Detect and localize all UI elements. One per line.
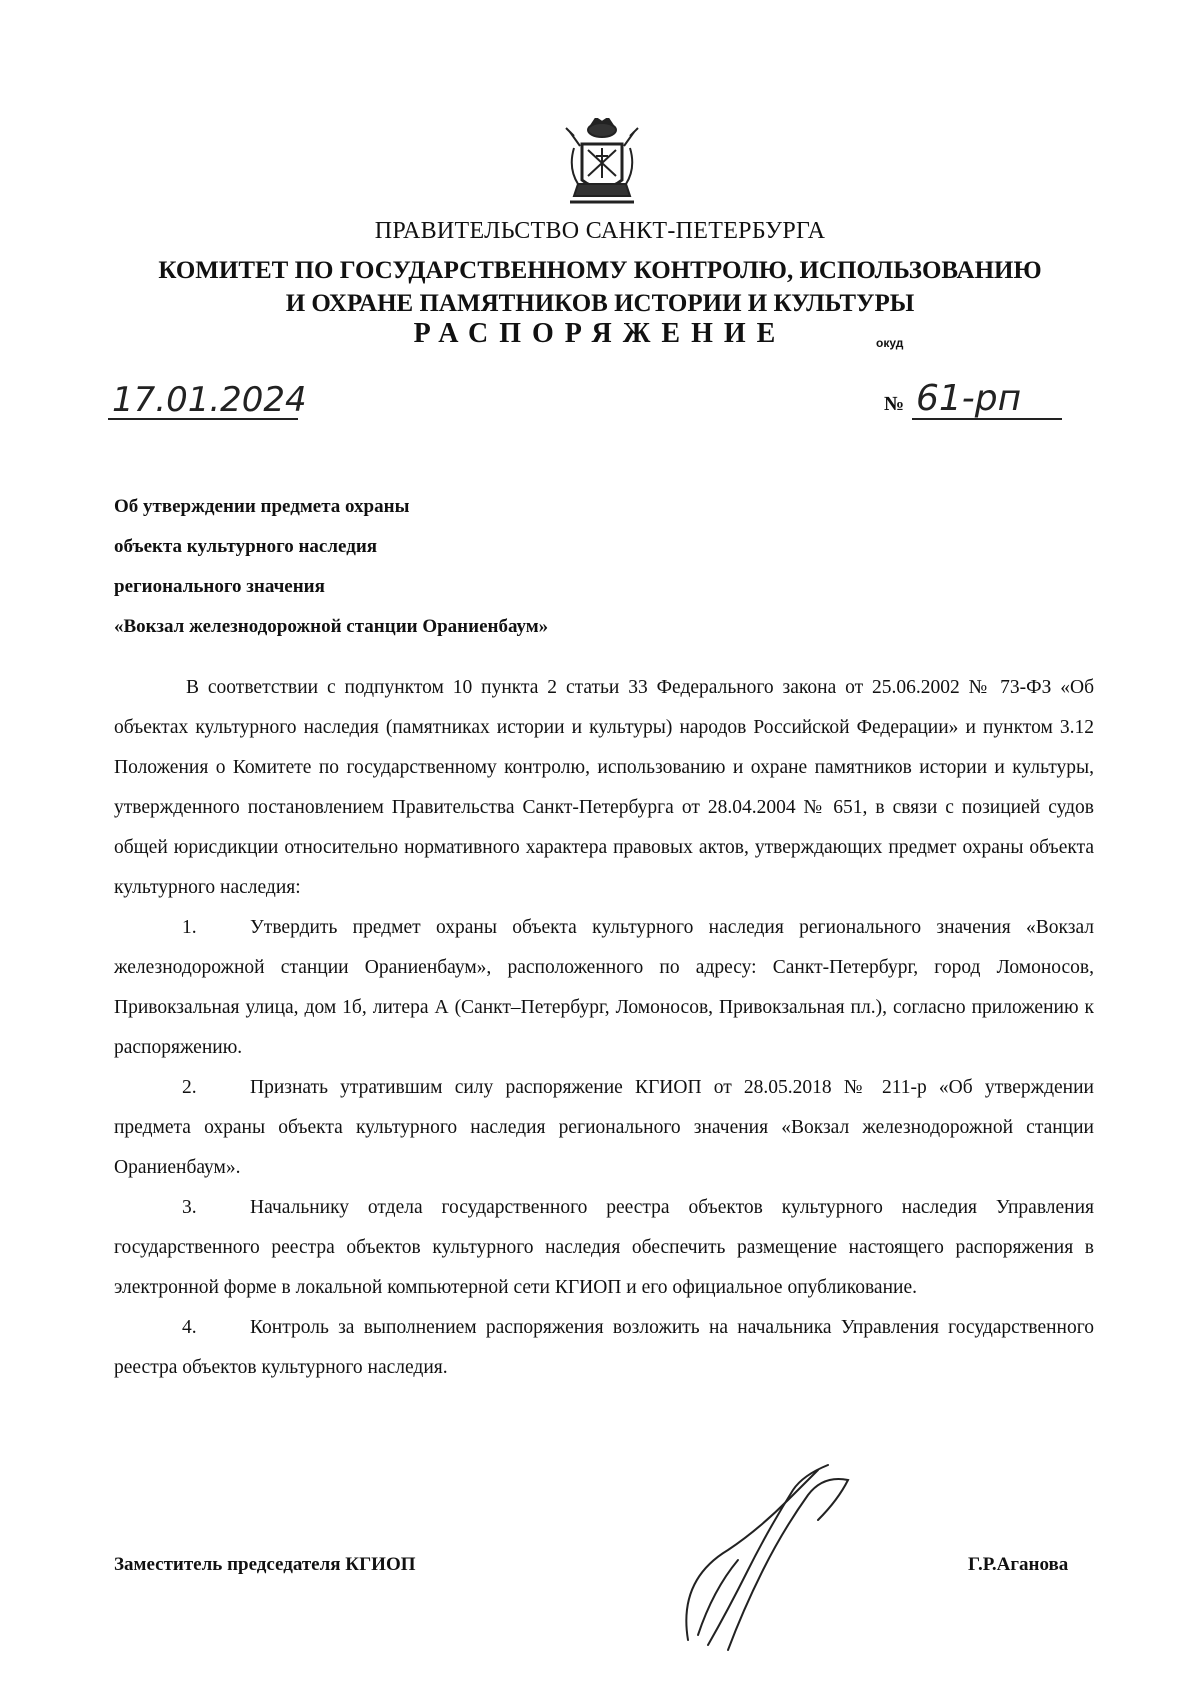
item-text: Признать утратившим силу распоряжение КГИОП от 28.05.2018 № 211-р «Об утверждении предмета охраны объекта культурного наследия регионального значения «Вокзал железнодорожной станции Ораниенбаум».: [114, 1077, 1094, 1178]
document-number: 61-рп: [916, 378, 1022, 419]
order-item: [114, 1068, 1094, 1188]
subject-line: Об утверждении предмета охраны: [114, 496, 410, 517]
order-item: [114, 1188, 1094, 1308]
subject-line: объекта культурного наследия: [114, 536, 378, 557]
document-subject: [114, 487, 548, 647]
number-sign: №: [884, 393, 905, 415]
okud-label: окуд: [876, 336, 904, 350]
coat-of-arms-icon: [560, 118, 644, 208]
item-number: 1.: [182, 917, 197, 938]
subject-line: регионального значения: [114, 576, 325, 597]
handwritten-signature-icon: [668, 1460, 858, 1660]
preamble: В соответствии с подпунктом 10 пункта 2 статьи 33 Федерального закона от 25.06.2002 № 73-ФЗ «Об объектах культурного наследия (памятниках истории и культуры) народов Российской Федерации» и пунктом 3.12 Положения о Комитете по государственному контролю, использованию и охране памятников истории и культуры, утвержденного постановлением Правительства Санкт-Петербурга от 28.04.2004 № 651, в связи с позицией судов общей юрисдикции относительно нормативного характера правовых актов, утверждающих предмет охраны объекта культурного наследия:: [114, 677, 1094, 898]
item-number: 2.: [182, 1077, 197, 1098]
subject-line: «Вокзал железнодорожной станции Ораниенбаум»: [114, 616, 549, 637]
item-text: Утвердить предмет охраны объекта культурного наследия регионального значения «Вокзал железнодорожной станции Ораниенбаум», расположенного по адресу: Санкт-Петербург, город Ломоносов, Привокзальная улица, дом 1б, литера А (Санкт–Петербург, Ломоносов, Привокзальная пл.), согласно приложению к распоряжению.: [114, 917, 1094, 1058]
government-name: ПРАВИТЕЛЬСТВО САНКТ-ПЕТЕРБУРГА: [374, 218, 826, 244]
item-text: Начальнику отдела государственного реестра объектов культурного наследия Управления государственного реестра объектов культурного наследия обеспечить размещение настоящего распоряжения в электронной форме в локальной компьютерной сети КГИОП и его официальное опубликование.: [114, 1197, 1094, 1298]
committee-name-line-1: КОМИТЕТ ПО ГОСУДАРСТВЕННОМУ КОНТРОЛЮ, ИСПОЛЬЗОВАНИЮ: [158, 257, 1042, 284]
committee-name: [0, 254, 1200, 320]
item-number: 3.: [182, 1197, 197, 1218]
document-type: РАСПОРЯЖЕНИЕ: [413, 318, 787, 349]
signatory-position: Заместитель председателя КГИОП: [114, 1554, 416, 1575]
date-underline: [108, 418, 298, 420]
committee-name-line-2: И ОХРАНЕ ПАМЯТНИКОВ ИСТОРИИ И КУЛЬТУРЫ: [285, 290, 915, 317]
order-item: [114, 908, 1094, 1068]
item-number: 4.: [182, 1317, 197, 1338]
item-text: Контроль за выполнением распоряжения возложить на начальника Управления государственного реестра объектов культурного наследия.: [114, 1317, 1094, 1378]
order-item: [114, 1308, 1094, 1388]
document-date: 17.01.2024: [112, 380, 307, 420]
document-body: [114, 668, 1094, 1388]
signatory-name: Г.Р.Аганова: [968, 1554, 1069, 1575]
number-underline: [912, 418, 1062, 420]
